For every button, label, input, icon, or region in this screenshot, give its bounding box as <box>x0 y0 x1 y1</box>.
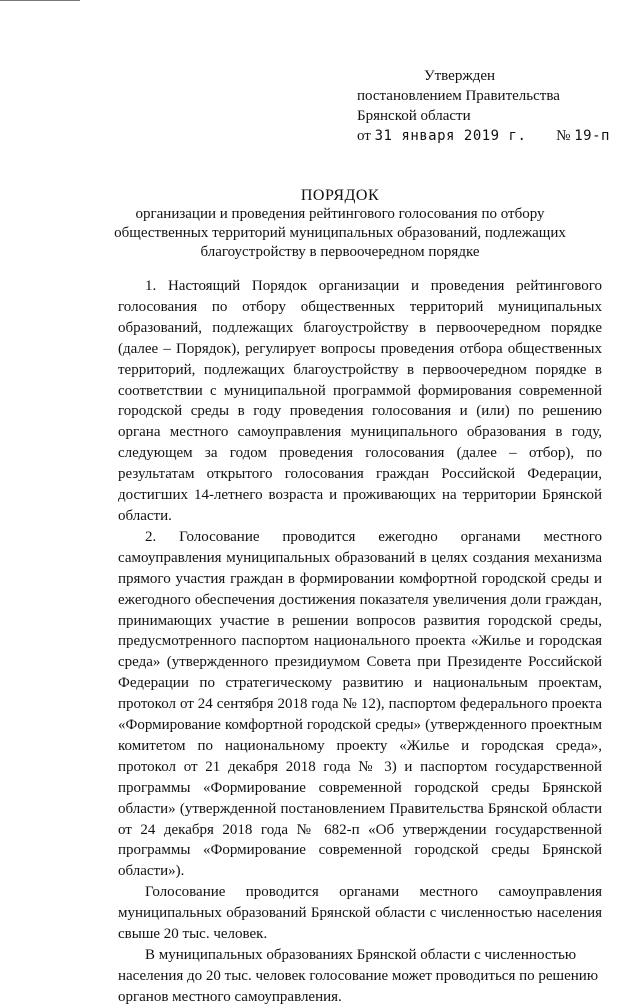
approval-stamp <box>357 66 610 146</box>
date-prefix: от <box>357 128 371 144</box>
approval-line-resolution: постановлением Правительства <box>357 88 560 104</box>
paragraph-3: Голосование проводится органами местного самоуправления муниципальных образований Брянской области с численностью населения свыше 20 тыс. человек. <box>118 884 602 943</box>
approval-date-line <box>357 126 610 146</box>
number-prefix: № <box>556 128 571 144</box>
approval-number: 19-п <box>574 128 610 144</box>
title-heading: ПОРЯДОК <box>300 187 380 204</box>
approval-date: 31 января 2019 г. <box>374 128 527 144</box>
document-body <box>118 276 602 1008</box>
paragraph-2: 2. Голосование проводится ежегодно органами местного самоуправления муниципальных образований в целях создания механизма прямого участия граждан в формировании комфортной городской среды и ежегодного обеспечения достижения показателя увеличения доли граждан, принимающих участие в решении вопросов развития городской среды, предусмотренного паспортом национального проекта «Жилье и городская среда» (утвержденного президиумом Совета при Президенте Российской Федерации по стратегическому развитию и национальным проектам, протокол от 24 сентября 2018 года № 12), паспортом федерального проекта «Формирование комфортной городской среды» (утвержденного проектным комитетом по национальному проекту «Жилье и городская среда», протокол от 21 декабря 2018 года № 3) и паспортом государственной программы «Формирование современной городской среды Брянской области» (утвержденной постановлением Правительства Брянской области от 24 декабря 2018 года № 682-п «Об утверждении государственной программы «Формирование современной городской среды Брянской области»). <box>118 528 602 880</box>
approval-line-approved: Утвержден <box>424 68 496 84</box>
title-subtitle: организации и проведения рейтингового голосования по отбору общественных территорий муниципальных образований, подлежащих благоустройству в первоочередном порядке <box>114 206 566 260</box>
paragraph-1: 1. Настоящий Порядок организации и проведения рейтингового голосования по отбору общественных территорий муниципальных образований, подлежащих благоустройству в первоочередном порядке (далее – Порядок), регулирует вопросы проведения отбора общественных территорий, подлежащих благоустройству в первоочередном порядке в соответствии с муниципальной программой формирования современной городской среды в году проведения голосования и (или) по решению органа местного самоуправления муниципального образования в году, следующем за годом проведения голосования (далее – отбор), по результатам открытого голосования граждан Российской Федерации, достигших 14-летнего возраста и проживающих на территории Брянской области. <box>118 278 602 524</box>
paragraph-4: В муниципальных образованиях Брянской области с численностью населения до 20 тыс. человек голосование может проводиться по решению органов местного самоуправления. <box>118 947 599 1005</box>
approval-line-region: Брянской области <box>357 108 471 124</box>
scan-edge-line <box>0 0 80 1</box>
document-title <box>100 186 580 262</box>
